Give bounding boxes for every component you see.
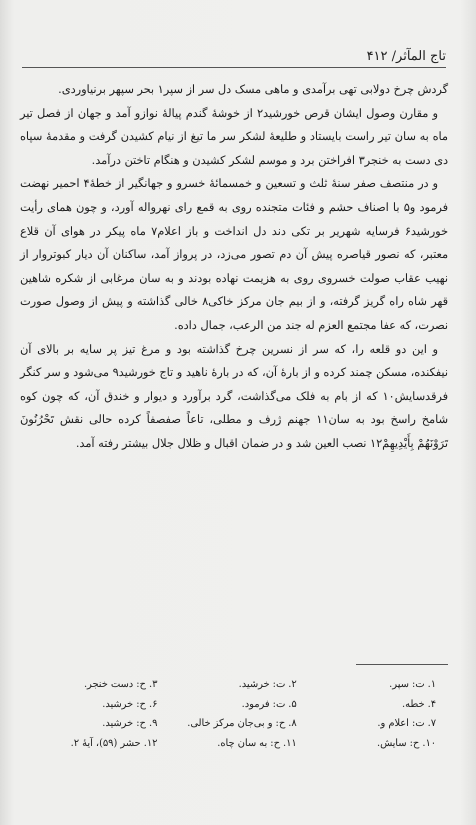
footnote: ۱۱. ح: به سان چاه. <box>217 737 297 749</box>
footnote: ۴. خطه. <box>402 698 436 710</box>
footnote: ۱۰. ح: سایش. <box>376 737 436 749</box>
footnote: ۷. ت: اعلام و. <box>377 718 436 729</box>
footnote-divider <box>356 664 448 665</box>
footnote: ۶. ح: خرشید. <box>102 698 158 710</box>
footnote: ۲. ت: خرشید. <box>238 679 297 690</box>
footnote: ۵. ت: فرمود. <box>241 698 297 710</box>
footnote: ۳. ح: دست خنجر. <box>83 679 158 690</box>
footnote: ۹. ح: خرشید. <box>102 718 158 729</box>
running-header <box>22 38 446 68</box>
paragraph: و در منتصف صفر سنهٔ ثلث و تسعین و خمسمائهٔ خسرو و جهانگیر از خطهٔ۴ احمیر نهضت فرمود و۵ با اصناف حشم و فئات متجنده روی به قمع رای نهرواله آورد، و چون همای رأیت خورشید۶ فرسایه شهریر بر تکی دند دل انداخت و باز اعلام۷ ماه پیکر در هوای آن قلاع معتبر، که نصور قیاصره پیش آن دم تصور می‌زد، در پرواز آمد، ساکنان آن دیار کبوتروار از نهیب عقاب صولت خسروی روی به هزیمت نهاده بودند و به سان مرغابی از شکره شاهین قهر شاه راه گریز گرفته، و از بیم جان مرکز خاکی۸ خالی گذاشته و پیش از وصول صورت نصرت، که عفا مجتمع العزم له جند من الرعب، جمال داده. <box>20 177 448 332</box>
footnote: ۱. ت: سپر. <box>389 679 436 690</box>
header-title: تاج المآثر/ ۴۱۲ <box>366 49 446 64</box>
paragraph: و این دو قلعه را، که سر از نسرین چرخ گذاشته بود و مرغ تیز پر سایه بر بالای آن نیفکنده، مسکن چمند کرده و از بارهٔ آن، که در بارهٔ ناهید و تاج خورشید۹ می‌شود و سر کنگر فرقدسایش۱۰ که از بام به فلک می‌گذاشت، گرد برآورد و دیوار و خندق آن، که چون کوه شامخ راسخ بود به سان۱۱ جهنم ژرف و مطلی، تاعاً صفصفاً کرده حالی نقش تَحْرُنُونَ تَرَوْنَهُمْ بِأَیْدِیهِمْ۱۲ نصب العین شد و در ضمان اقبال و ظلال جلال بیشتر رفته آمد. <box>20 342 448 450</box>
paragraph: و مقارن وصول ایشان قرص خورشید۲ از خوشهٔ گندم پیالهٔ نوازو آمد و جهان از فصل تیر ماه به سان تیر راست بایستاد و طلیعهٔ لشکر سر ما تیغ از نیام کشیدن گرفت و مقدمهٔ سپاه دی دست به خنجر۳ افراختن برد و موسم لشکر کشیدن و هنگام تاختن درآمد. <box>20 106 448 167</box>
main-text <box>20 78 448 456</box>
footnotes <box>30 676 436 752</box>
footnote: ۸. ح: و بی‌جان مرکز خالی. <box>187 718 297 729</box>
paragraph: گردش چرخ دولابی تهی برآمدی و ماهی مسک دل سر از سپر‌۱ بحر سپهر برنیاوردی. <box>58 83 448 96</box>
footnote: ۱۲. حشر (۵۹)، آیهٔ ۲. <box>70 737 158 749</box>
